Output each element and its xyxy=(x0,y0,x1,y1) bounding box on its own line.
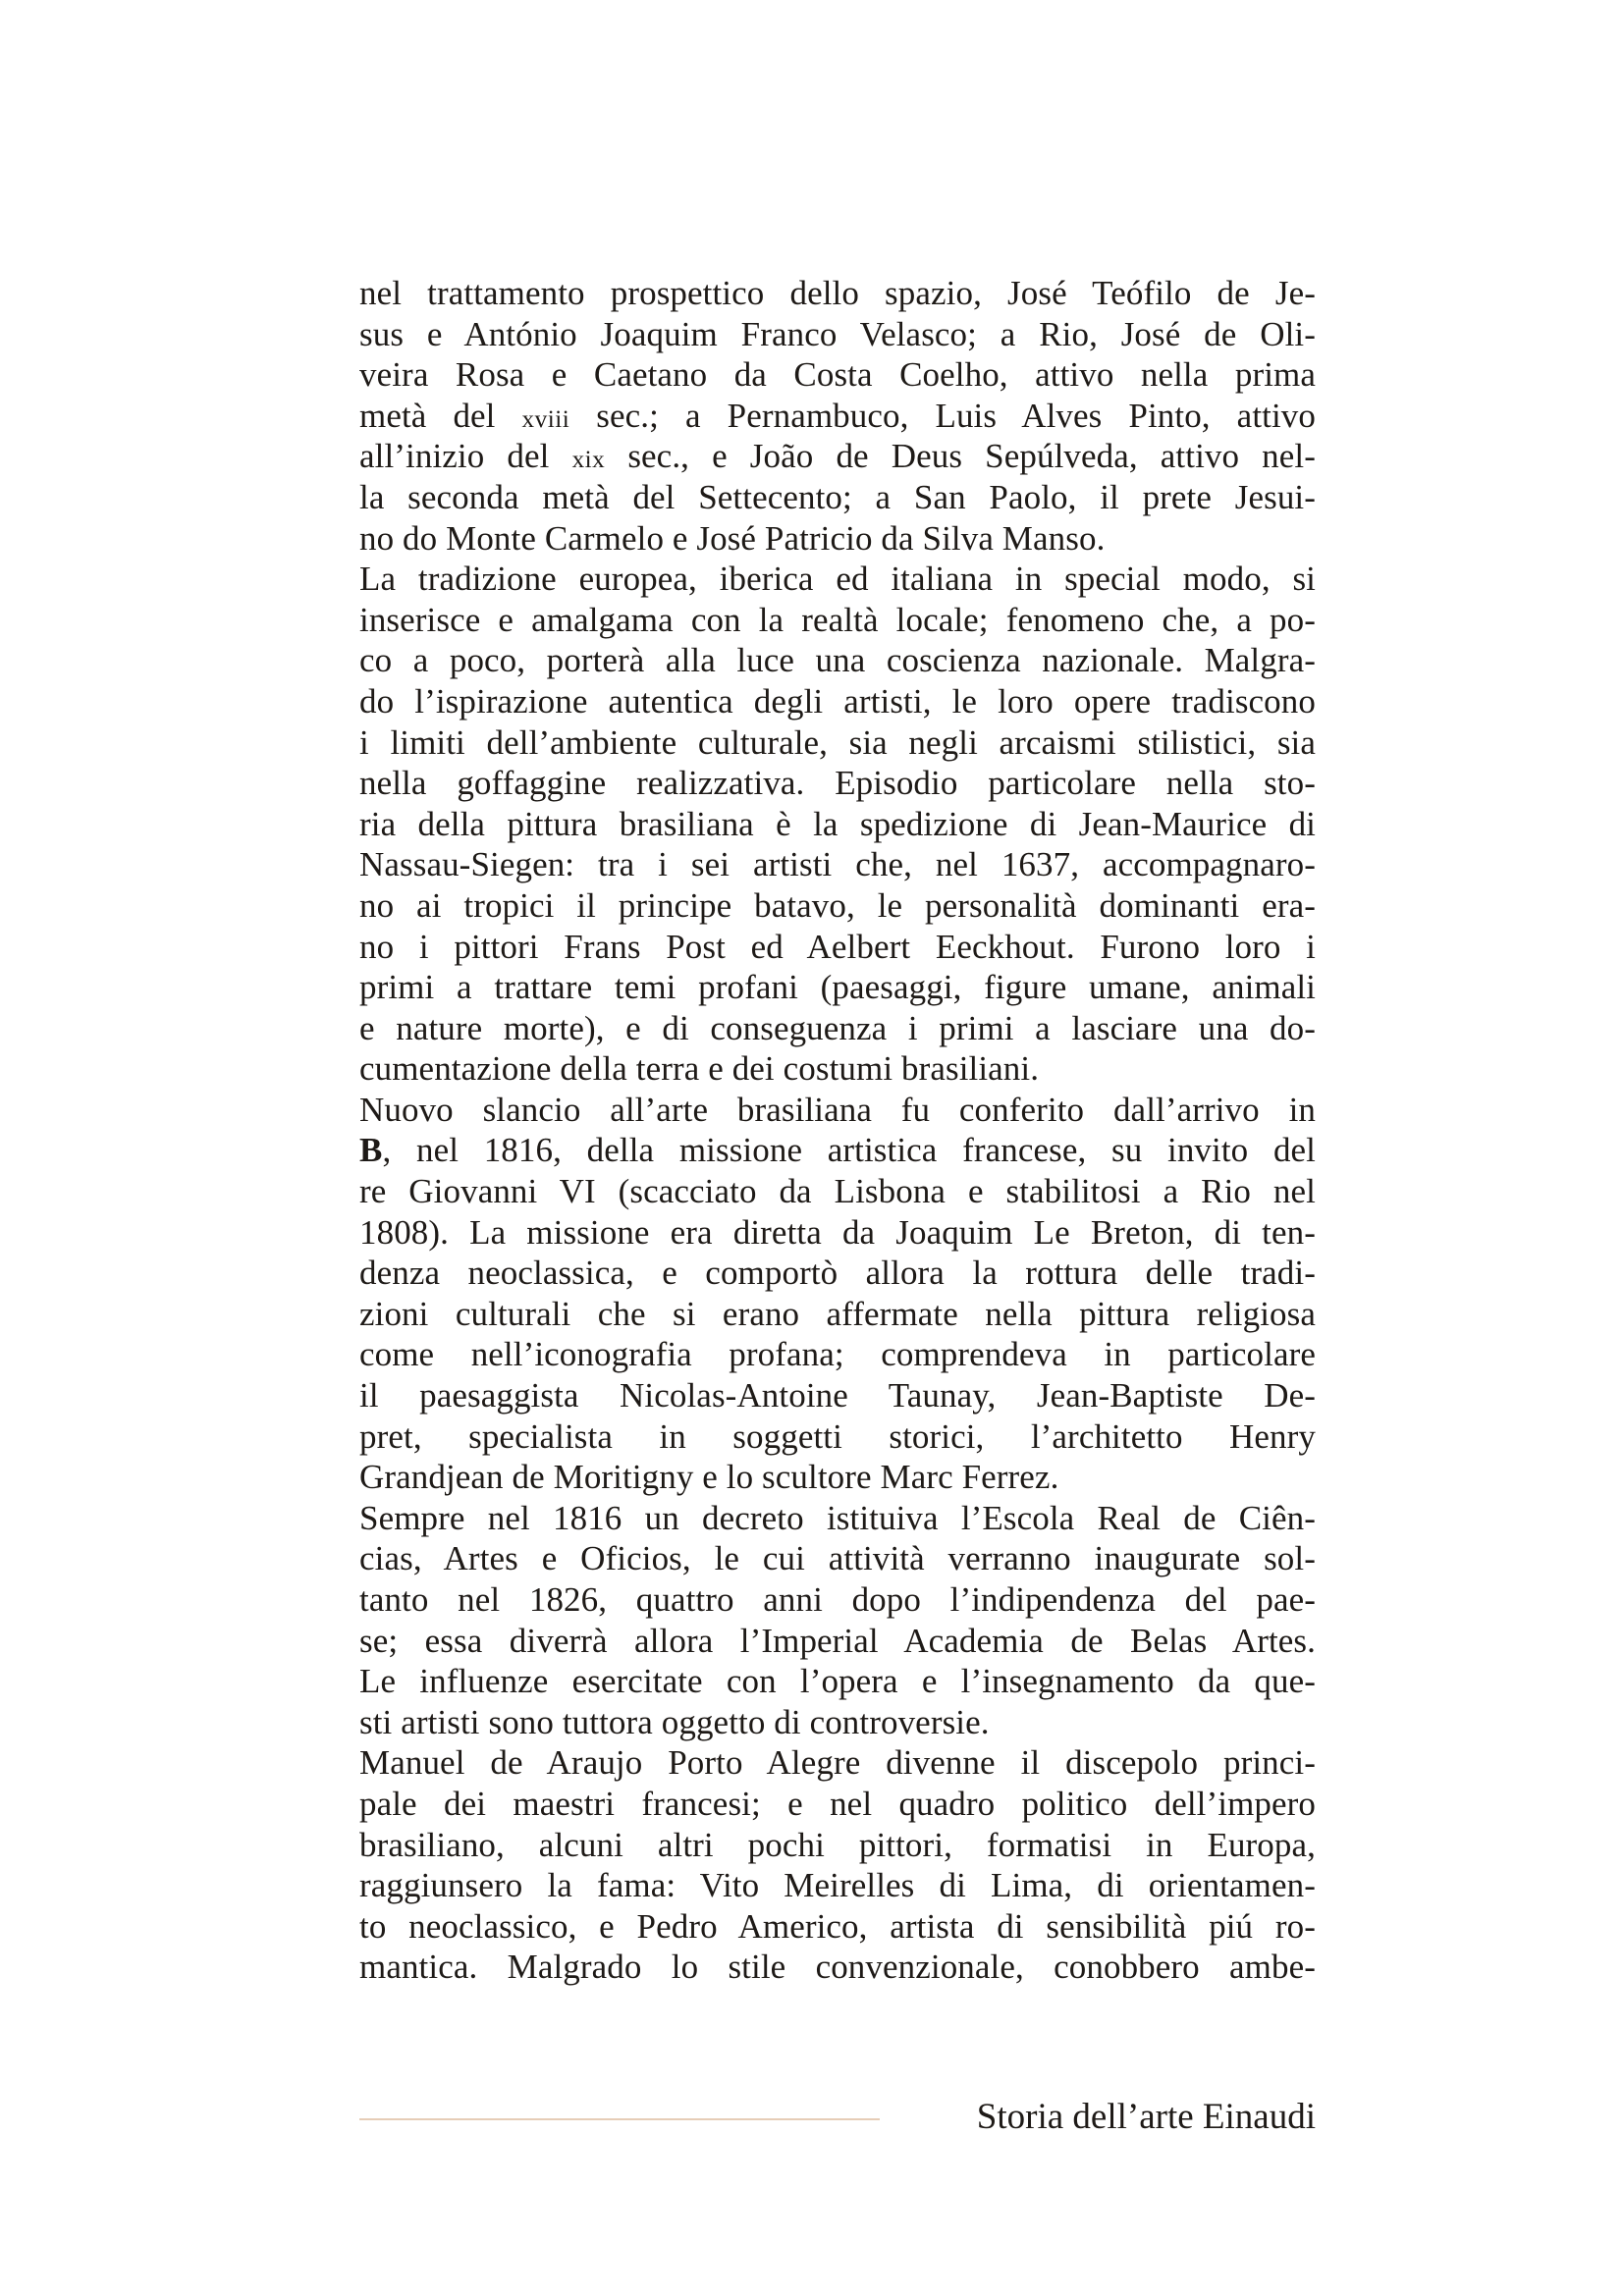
text-line: re Giovanni VI (scacciato da Lisbona e stabilitosi a Rio nel xyxy=(359,1172,1316,1211)
text-line: come nell’iconografia profana; comprendeva in particolare xyxy=(359,1335,1316,1374)
text-line: mantica. Malgrado lo stile convenzionale, conobbero ambe- xyxy=(359,1948,1316,1987)
text-line: cias, Artes e Oficios, le cui attività verranno inaugurate sol- xyxy=(359,1539,1316,1578)
text-line: veira Rosa e Caetano da Costa Coelho, attivo nella prima xyxy=(359,355,1316,395)
text-line: cumentazione della terra e dei costumi brasiliani. xyxy=(359,1049,1040,1089)
text-line: Grandjean de Moritigny e lo scultore Marc Ferrez. xyxy=(359,1458,1059,1497)
text-line: primi a trattare temi profani (paesaggi, figure umane, animali xyxy=(359,968,1316,1007)
text-run: sec., e João de Deus Sepúlveda, attivo nel- xyxy=(605,437,1316,476)
text-line: nella goffaggine realizzativa. Episodio particolare nella sto- xyxy=(359,764,1316,803)
text-line: la seconda metà del Settecento; a San Paolo, il prete Jesui- xyxy=(359,477,1316,516)
text-line: i limiti dell’ambiente culturale, sia negli arcaismi stilistici, sia xyxy=(359,722,1316,762)
text-line: no i pittori Frans Post ed Aelbert Eeckhout. Furono loro i xyxy=(359,927,1316,966)
text-line: pale dei maestri francesi; e nel quadro politico dell’impero xyxy=(359,1784,1316,1823)
text-line: ria della pittura brasiliana è la spedizione di Jean-Maurice di xyxy=(359,804,1316,843)
small-caps-century: xviii xyxy=(521,405,570,433)
text-line: il paesaggista Nicolas-Antoine Taunay, Jean-Baptiste De- xyxy=(359,1376,1316,1415)
text-line xyxy=(359,436,1316,477)
text-line: se; essa diverrà allora l’Imperial Academia de Belas Artes. xyxy=(359,1621,1316,1660)
text-line: Manuel de Araujo Porto Alegre divenne il discepolo princi- xyxy=(359,1743,1316,1783)
text-line: do l’ispirazione autentica degli artisti, le loro opere tradiscono xyxy=(359,681,1316,721)
text-line: sti artisti sono tuttora oggetto di controversie. xyxy=(359,1702,990,1741)
text-run: sec.; a Pernambuco, Luis Alves Pinto, attivo xyxy=(569,396,1316,435)
text-line: inserisce e amalgama con la realtà locale; fenomeno che, a po- xyxy=(359,600,1316,639)
text-line: denza neoclassica, e comportò allora la rottura delle tradi- xyxy=(359,1254,1316,1293)
bold-abbreviation: B xyxy=(359,1131,383,1170)
text-run: , nel 1816, della missione artistica francese, su invito del xyxy=(382,1131,1316,1170)
text-line: to neoclassico, e Pedro Americo, artista di sensibilità piú ro- xyxy=(359,1906,1316,1946)
text-line: brasiliano, alcuni altri pochi pittori, formatisi in Europa, xyxy=(359,1825,1316,1864)
text-line xyxy=(359,396,1316,437)
body-text xyxy=(359,273,1316,1988)
text-line: raggiunsero la fama: Vito Meirelles di Lima, di orientamen- xyxy=(359,1866,1316,1905)
text-line: La tradizione europea, iberica ed italiana in special modo, si xyxy=(359,560,1316,599)
text-line xyxy=(359,1130,1316,1171)
text-line: Sempre nel 1816 un decreto istituiva l’Escola Real de Ciên- xyxy=(359,1498,1316,1537)
text-line: Nassau-Siegen: tra i sei artisti che, nel 1637, accompagnaro- xyxy=(359,845,1316,884)
text-line: 1808). La missione era diretta da Joaquim Le Breton, di ten- xyxy=(359,1212,1316,1252)
text-line: nel trattamento prospettico dello spazio, José Teófilo de Je- xyxy=(359,274,1316,312)
text-line: Le influenze esercitate con l’opera e l’insegnamento da que- xyxy=(359,1662,1316,1701)
text-run: metà del xyxy=(359,396,522,435)
text-line: tanto nel 1826, quattro anni dopo l’indipendenza del pae- xyxy=(359,1580,1316,1619)
small-caps-century: xix xyxy=(571,447,606,474)
text-line: sus e António Joaquim Franco Velasco; a Rio, José de Oli- xyxy=(359,314,1316,353)
footer-title: Storia dell’arte Einaudi xyxy=(976,2097,1316,2137)
text-run: all’inizio del xyxy=(359,437,572,476)
text-line: zioni culturali che si erano affermate nella pittura religiosa xyxy=(359,1294,1316,1333)
text-line: e nature morte), e di conseguenza i primi a lasciare una do- xyxy=(359,1008,1316,1047)
text-line: co a poco, porterà alla luce una coscienza nazionale. Malgra- xyxy=(359,641,1316,680)
text-line: no do Monte Carmelo e José Patricio da Silva Manso. xyxy=(359,518,1106,558)
text-line: Nuovo slancio all’arte brasiliana fu conferito dall’arrivo in xyxy=(359,1090,1316,1129)
footer-rule xyxy=(359,2118,880,2120)
text-line: pret, specialista in soggetti storici, l’architetto Henry xyxy=(359,1416,1316,1456)
text-line: no ai tropici il principe batavo, le personalità dominanti era- xyxy=(359,885,1316,925)
